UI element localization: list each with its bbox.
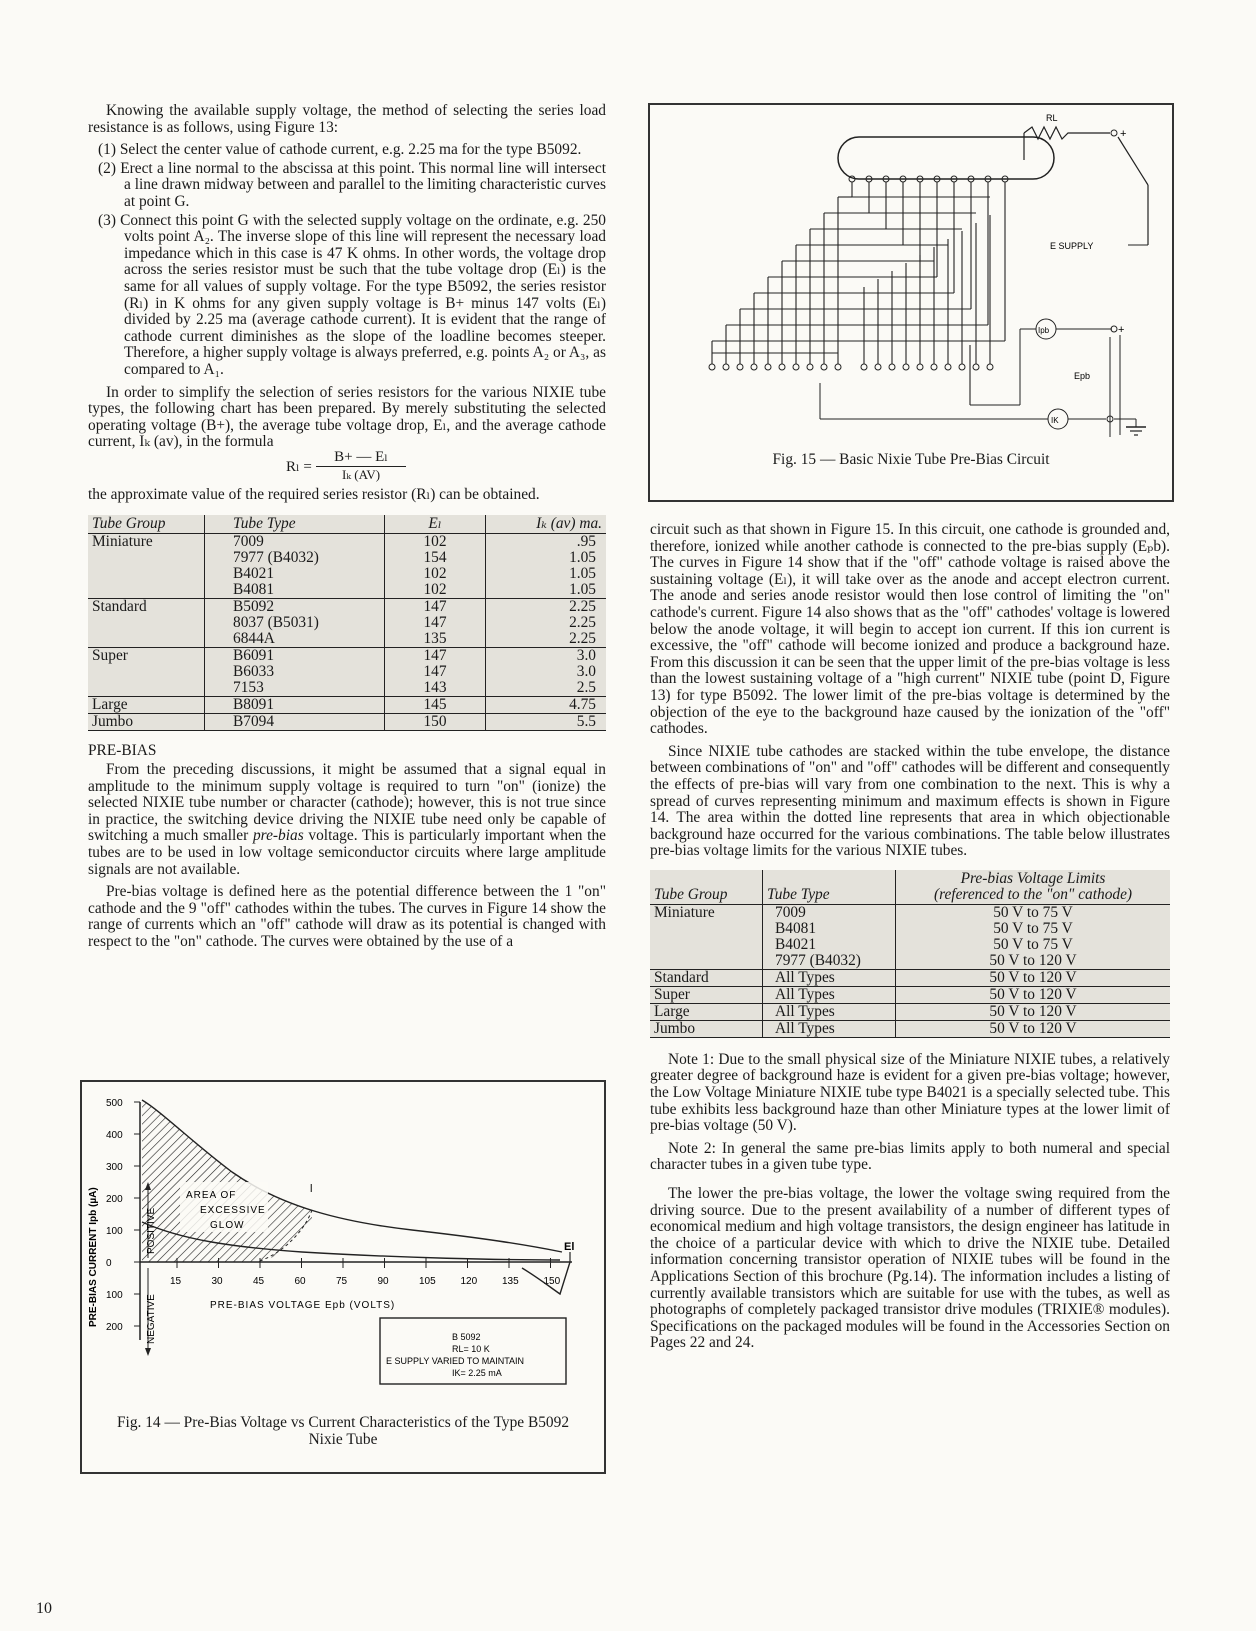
tube-type-cell: 6844A (205, 631, 385, 648)
tube-group-cell: Super (650, 986, 763, 1003)
svg-text:B 5092: B 5092 (452, 1332, 481, 1342)
page-number: 10 (36, 1600, 52, 1617)
ik-label: IK (1051, 416, 1059, 425)
table-row (88, 664, 606, 680)
table1-header-group: Tube Group (88, 515, 205, 534)
rl-label: RL (1046, 113, 1058, 123)
el-cell: 147 (385, 599, 486, 616)
tube-type-cell: B5092 (205, 599, 385, 616)
svg-text:E SUPPLY VARIED TO MAINTAIN: E SUPPLY VARIED TO MAINTAIN (386, 1356, 525, 1366)
prebias-heading: PRE-BIAS (88, 742, 157, 760)
tube-group-cell: Standard (92, 598, 147, 616)
negative-label: NEGATIVE (146, 1294, 157, 1344)
svg-text:IK= 2.25 mA: IK= 2.25 mA (452, 1368, 502, 1378)
ik-cell: 3.0 (486, 648, 607, 665)
y-tick-label: 200 (106, 1194, 123, 1205)
y-tick-label: 500 (106, 1098, 123, 1109)
stacked-paragraph: Since NIXIE tube cathodes are stacked within the tube envelope, the distance between combinations of "on" and "off" cathodes will be different and consequently the effects of pre-bias will vary from one combination to the next. This is why a spread of curves representing minimum and maximum effects is shown in Figure 14. The area within the dotted line represents that area in which objectionable background haze occurred for the various combinations. The table below illustrates pre-bias voltage limits for the various NIXIE tubes. (650, 742, 1170, 860)
x-tick-label: 45 (253, 1276, 265, 1287)
tube-group-cell: Jumbo (88, 714, 205, 731)
tube-group-cell: Super (92, 647, 128, 665)
svg-text:+: + (1118, 324, 1125, 336)
table2-body (650, 904, 1170, 1037)
positive-label: POSITIVE (146, 1207, 157, 1254)
tube-group-cell: Miniature (92, 533, 153, 551)
tube-type-cell: All Types (763, 969, 896, 986)
x-tick-label: 105 (419, 1276, 436, 1287)
ik-cell: 1.05 (486, 566, 607, 582)
figure-14 (80, 1080, 606, 1474)
table1-body (88, 534, 606, 731)
figure-14-chart (82, 1082, 604, 1402)
ik-cell: 2.25 (486, 599, 607, 616)
cathode-wiring (709, 176, 1008, 405)
ik-cell: 1.05 (486, 550, 607, 566)
table-row (650, 937, 1170, 953)
tube-type-cell: B8091 (205, 697, 385, 714)
table1-header-el: Eₗ (385, 515, 486, 534)
x-tick-label: 120 (460, 1276, 478, 1287)
table-row (650, 986, 1170, 1003)
circuit-paragraph: circuit such as that shown in Figure 15. In this circuit, one cathode is grounded and, therefore, ionized while another cathode is connected to the pre-bias supply (Eₚb). The curves in Figure 14 show that if the "off" cathode voltage is raised above the sustaining voltage (Eₗ), it will take over as the anode and accept electron current. The anode and series anode resistor would then lose control of limiting the "on" cathode's current. Figure 14 also shows that as the "off" cathodes' voltage is lowered below the anode voltage, it will begin to accept ion current. If this ion current is excessive, the "off" cathode will become ionized and produce a background haze. From this discussion it can be seen that the upper limit of the pre-bias voltage is less than the lowest sustaining voltage of a "high current" NIXIE tube (point D, Figure 13) for type B5092. The lower limit of the pre-bias voltage is determined by the objection of the eye to the background haze caused by the ionization of the "off" cathodes. (650, 521, 1170, 738)
tube-type-cell: 7977 (B4032) (763, 953, 896, 970)
area-label-2: EXCESSIVE (200, 1205, 266, 1216)
tube-type-cell: B4021 (763, 937, 896, 953)
table1-header-ik: Iₖ (av) ma. (486, 515, 607, 534)
y-tick-label: 200 (106, 1322, 123, 1333)
tube-group-cell (88, 566, 205, 582)
nixie-tube-envelope (838, 137, 1054, 179)
esupply-label: E SUPPLY (1050, 241, 1094, 251)
tube-group-cell (650, 937, 763, 953)
tube-group-cell (88, 615, 205, 631)
table2-header-group: Tube Group (650, 870, 763, 905)
y-tick-label: 100 (106, 1226, 123, 1237)
el-cell: 150 (385, 714, 486, 731)
figure-15 (648, 103, 1174, 502)
limit-cell: 50 V to 120 V (896, 1003, 1171, 1020)
note-1: Note 1: Due to the small physical size of the Miniature NIXIE tubes, a relatively greater degree of background haze is evident for a given pre-bias voltage; however, the Low Voltage Miniature NIXIE tube type B4021 is a specially selected tube. This tube exhibits less background haze than other Miniature types at the lower limit of pre-bias voltage (50 V). (650, 1050, 1170, 1135)
table-row (88, 615, 606, 631)
tube-group-cell (88, 664, 205, 680)
tube-group-cell: Miniature (654, 903, 715, 921)
tube-group-cell: Jumbo (650, 1020, 763, 1037)
tube-type-cell: B4081 (763, 921, 896, 937)
tube-group-cell (88, 550, 205, 566)
table-row (88, 631, 606, 648)
x-tick-label: 30 (211, 1276, 223, 1287)
table-row (88, 680, 606, 697)
svg-text:+: + (1120, 128, 1127, 140)
tube-group-cell (650, 921, 763, 937)
tube-type-cell: B4081 (205, 582, 385, 599)
table2-header-limits: Pre-bias Voltage Limits (referenced to the "on" cathode) (896, 870, 1171, 905)
el-cell: 102 (385, 534, 486, 551)
formula-denominator: Iₖ (AV) (341, 467, 381, 483)
table-row (88, 714, 606, 731)
limit-cell: 50 V to 75 V (896, 904, 1171, 921)
prebias-paragraph-2: Pre-bias voltage is defined here as the potential difference between the 1 "on" cathode and the 9 "off" cathodes within the tubes. The curves in Figure 14 show the range of currents which an "off" cathode will draw as its potential is changed with respect to the "on" cathode. The curves were obtained by the use of a (88, 883, 606, 950)
x-tick-label: 60 (294, 1276, 306, 1287)
table-row (650, 1020, 1170, 1037)
y-tick-label: 300 (106, 1162, 123, 1173)
y-axis-label: PRE-BIAS CURRENT Ipb (µA) (88, 1187, 99, 1327)
tube-type-cell: B6091 (205, 648, 385, 665)
figure-15-caption: Fig. 15 — Basic Nixie Tube Pre-Bias Circuit (772, 451, 1050, 468)
ik-cell: 2.25 (486, 631, 607, 648)
x-tick-label: 135 (502, 1276, 519, 1287)
left-column (88, 103, 606, 957)
tube-group-cell (88, 631, 205, 648)
el-cell: 147 (385, 648, 486, 665)
y-tick-label: 0 (106, 1258, 112, 1269)
el-cell: 143 (385, 680, 486, 697)
tube-type-cell: B6033 (205, 664, 385, 680)
x-tick-label: 75 (336, 1276, 348, 1287)
load-resistor (1024, 127, 1110, 139)
ik-cell: 5.5 (486, 714, 607, 731)
table-row (88, 599, 606, 616)
tube-type-cell: 8037 (B5031) (205, 615, 385, 631)
final-paragraph: The lower the pre-bias voltage, the lower the voltage swing required from the driving source. Due to the present availability of a number of different types of economical medium and high voltage transistors, the design engineer has latitude in the choice of a particular device with which to drive the NIXIE tube. Detailed information concerning transistor operation of NIXIE tubes will be found in the Applications Section of this brochure (Pg.14). The information includes a listing of currently available transistors which are suitable for use with the tubes, as well as photographs of completely packaged transistor drive modules (TRIXIE® modules). Specifications on the packaged modules will be found in the Accessories Section on Pages 22 and 24. (650, 1185, 1170, 1352)
intro-paragraph: Knowing the available supply voltage, the method of selecting the series load resistance is as follows, using Figure 13: (88, 102, 606, 136)
y-tick-label: 400 (106, 1130, 123, 1141)
prebias-paragraph-1: From the preceding discussions, it might be assumed that a signal equal in amplitude to the minimum supply voltage is required to turn "on" (ionize) the selected NIXIE tube number or character (cathode); however, this is not true since in practice, the switching device driving the NIXIE tube need only be capable of switching a much smaller pre-bias voltage. This is particularly important when the tubes are to be used in low voltage semiconductor circuits where large amplitude signals are not available. (88, 761, 606, 878)
tube-type-cell: 7153 (205, 680, 385, 697)
ik-cell: 4.75 (486, 697, 607, 714)
tube-type-cell: B7094 (205, 714, 385, 731)
table-row (88, 534, 606, 551)
figure-14-caption: Fig. 14 — Pre-Bias Voltage vs Current Characteristics of the Type B5092 Nixie Tube (116, 1414, 570, 1448)
formula-lhs: Rₗ = (286, 458, 312, 475)
y-ticks (106, 1098, 140, 1333)
area-label-3: GLOW (210, 1220, 245, 1231)
el-cell: 147 (385, 664, 486, 680)
table-row (88, 582, 606, 599)
tube-type-cell: 7009 (205, 534, 385, 551)
table-row (650, 904, 1170, 921)
series-resistor-formula (88, 448, 606, 487)
figure-15-circuit (650, 105, 1172, 465)
x-axis-label: PRE-BIAS VOLTAGE Epb (VOLTS) (210, 1300, 396, 1311)
note-2: Note 2: In general the same pre-bias limits apply to both numeral and special character tubes in a given tube type. (650, 1139, 1170, 1174)
table-row (88, 566, 606, 582)
limit-cell: 50 V to 120 V (896, 1020, 1171, 1037)
table2-header-type: Tube Type (763, 870, 896, 905)
table-row (650, 953, 1170, 970)
x-tick-label: 15 (170, 1276, 182, 1287)
limit-cell: 50 V to 120 V (896, 986, 1171, 1003)
table-row (88, 648, 606, 665)
table-row (88, 550, 606, 566)
after-formula-paragraph: the approximate value of the required series resistor (Rₗ) can be obtained. (88, 485, 540, 503)
el-label: El (564, 1241, 575, 1253)
tube-type-cell: All Types (763, 1020, 896, 1037)
tube-type-cell: 7009 (763, 904, 896, 921)
ik-cell: 2.25 (486, 615, 607, 631)
table-row (650, 969, 1170, 986)
step-3: (3) Connect this point G with the selected supply voltage on the ordinate, e.g. 250 volts point A₂. The inverse slope of this line will represent the necessary load impedance which in this case is 47 K ohms. In other words, the voltage drop across the series resistor must be such that the tube voltage drop (Eₗ) is the same for all values of supply voltage. For the type B5092, the series resistor (Rₗ) in K ohms for any given supply voltage is B+ minus 147 volts (Eₗ) divided by 2.25 ma (average cathode current). It is evident that the range of cathode current diminishes as the slope of the loadline becomes steeper. Therefore, a higher supply voltage is always preferred, e.g. points A₂ or A₃, as compared to A₁. (98, 211, 606, 378)
tube-group-cell: Large (88, 697, 205, 714)
epb-label: Epb (1074, 371, 1091, 381)
el-cell: 102 (385, 566, 486, 582)
area-label-1: AREA OF (186, 1190, 237, 1201)
el-cell: 135 (385, 631, 486, 648)
ik-cell: 2.5 (486, 680, 607, 697)
simplify-paragraph: In order to simplify the selection of series resistors for the various NIXIE tube types, the following chart has been prepared. By merely substituting the selected operating voltage (B+), the average tube voltage drop, Eₗ, and the average cathode current, Iₖ (av), in the formula (88, 383, 606, 451)
formula-numerator: B+ — Eₗ (316, 449, 406, 468)
tube-type-cell: All Types (763, 986, 896, 1003)
table-row (88, 697, 606, 714)
el-cell: 102 (385, 582, 486, 599)
ik-cell: 3.0 (486, 664, 607, 680)
right-column (650, 522, 1170, 1358)
limit-cell: 50 V to 120 V (896, 953, 1171, 970)
ipb-label: Ipb (1038, 326, 1050, 335)
table1-header-type: Tube Type (205, 515, 385, 534)
x-tick-label: 150 (543, 1276, 561, 1287)
series-resistor-table (88, 515, 606, 731)
prebias-limits-table (650, 870, 1170, 1038)
step-2: (2) Erect a line normal to the abscissa at this point. This normal line will intersect a line drawn midway between and parallel to the limiting characteristic curves at point G. (98, 159, 606, 210)
tube-type-cell: B4021 (205, 566, 385, 582)
svg-text:RL= 10 K: RL= 10 K (452, 1344, 490, 1354)
tube-group-cell: Standard (650, 969, 763, 986)
tube-group-cell (88, 680, 205, 697)
tube-group-cell (88, 582, 205, 599)
table-row (650, 1003, 1170, 1020)
el-cell: 154 (385, 550, 486, 566)
el-cell: 147 (385, 615, 486, 631)
limit-cell: 50 V to 120 V (896, 969, 1171, 986)
curve-label: l (310, 1183, 313, 1195)
x-tick-label: 90 (377, 1276, 389, 1287)
limit-cell: 50 V to 75 V (896, 937, 1171, 953)
table-row (650, 921, 1170, 937)
ik-cell: .95 (486, 534, 607, 551)
limit-cell: 50 V to 75 V (896, 921, 1171, 937)
el-cell: 145 (385, 697, 486, 714)
ik-cell: 1.05 (486, 582, 607, 599)
step-1: (1) Select the center value of cathode current, e.g. 2.25 ma for the type B5092. (98, 141, 582, 159)
tube-type-cell: All Types (763, 1003, 896, 1020)
excessive-glow-area (142, 1100, 312, 1262)
tube-group-cell: Large (650, 1003, 763, 1020)
y-tick-label: 100 (106, 1290, 123, 1301)
tube-type-cell: 7977 (B4032) (205, 550, 385, 566)
tube-group-cell (650, 953, 763, 970)
